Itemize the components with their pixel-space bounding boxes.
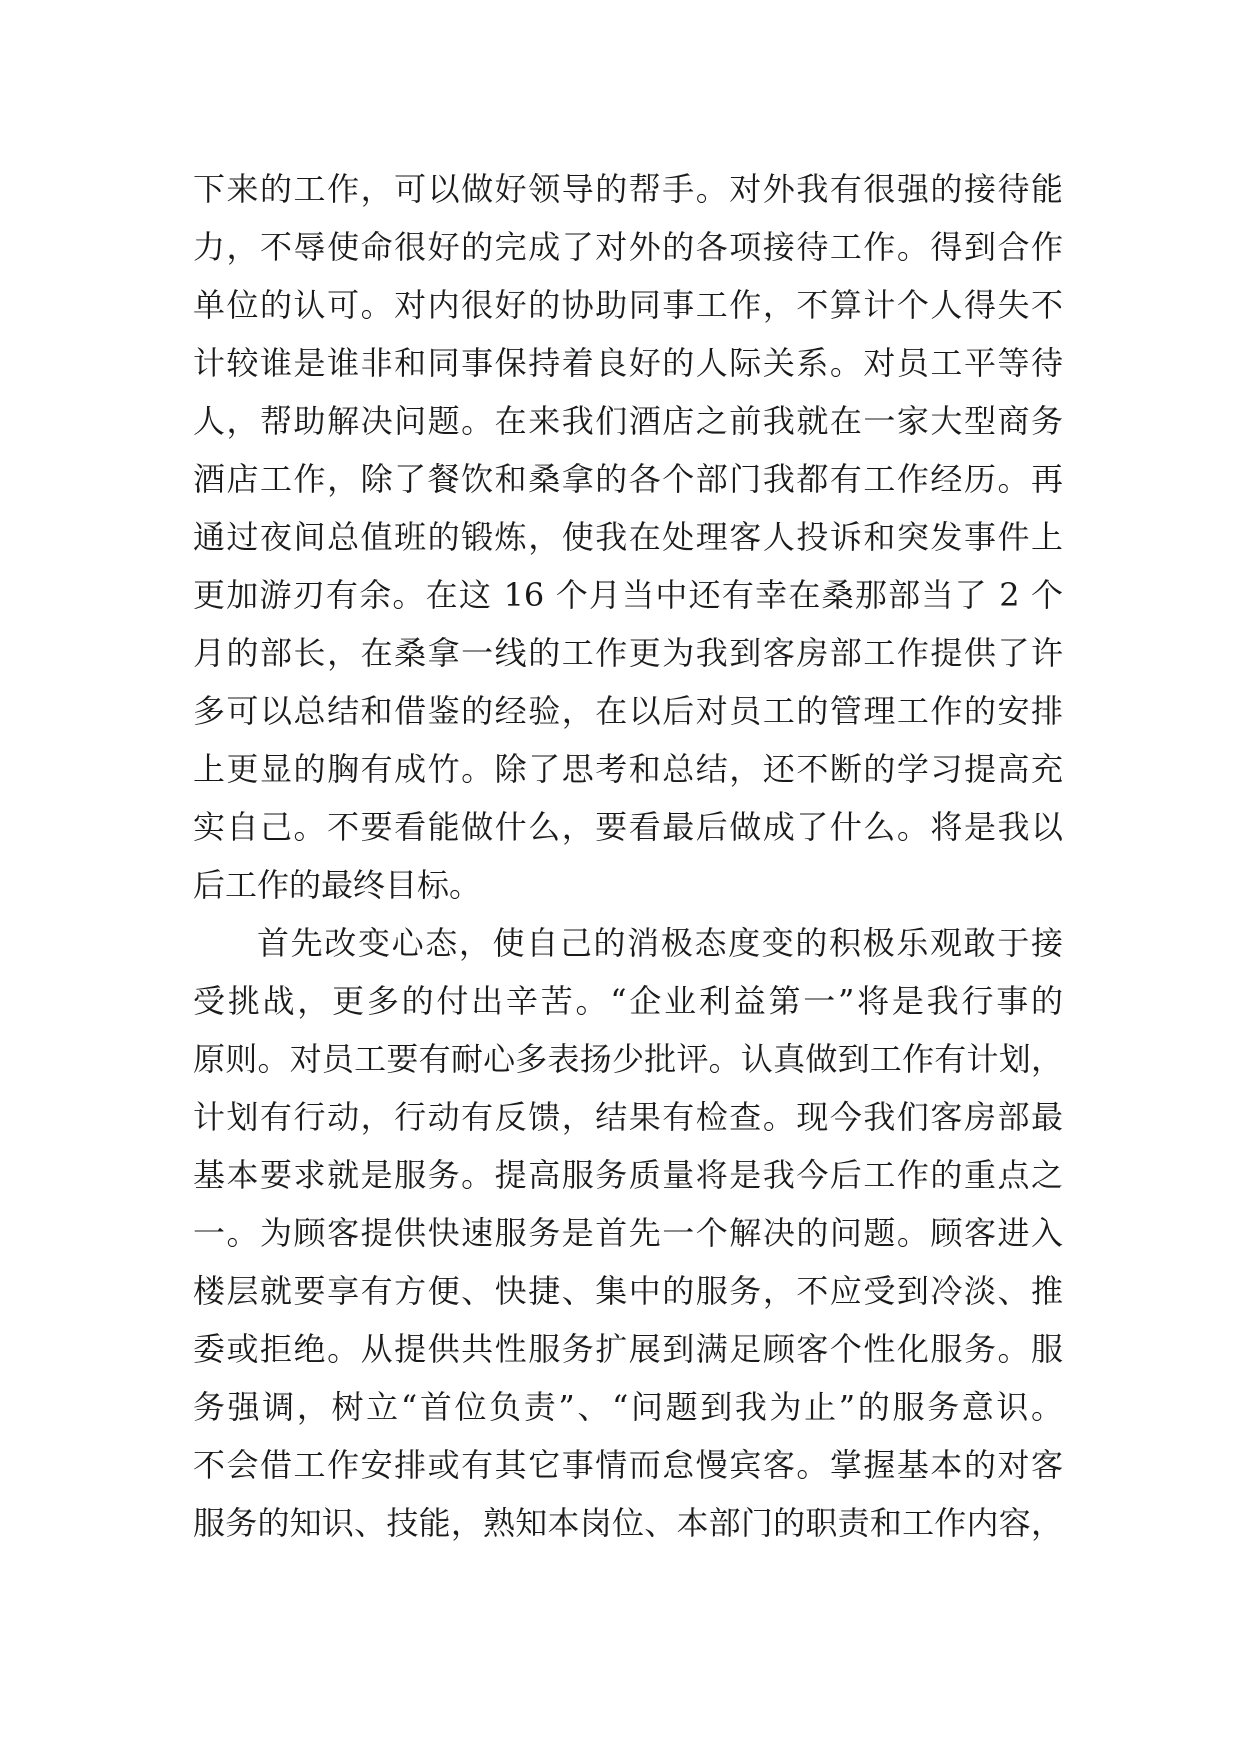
- text-line: 通过夜间总值班的锻炼，使我在处理客人投诉和突发事件上: [193, 518, 1063, 556]
- text-line: 力，不辱使命很好的完成了对外的各项接待工作。得到合作: [193, 228, 1063, 266]
- text-line: 月的部长，在桑拿一线的工作更为我到客房部工作提供了许: [193, 634, 1063, 672]
- body-text: [193, 160, 1063, 1552]
- text-line: 下来的工作，可以做好领导的帮手。对外我有很强的接待能: [193, 170, 1063, 208]
- paragraph-first-line: 首先改变心态，使自己的消极态度变的积极乐观敢于接: [257, 924, 1063, 962]
- text-line: 计较谁是谁非和同事保持着良好的人际关系。对员工平等待: [193, 344, 1063, 382]
- text-line: 务强调，树立“首位负责”、“问题到我为止”的服务意识。: [193, 1388, 1063, 1426]
- text-line: 计划有行动，行动有反馈，结果有检查。现今我们客房部最: [193, 1098, 1063, 1136]
- text-line: 不会借工作安排或有其它事情而怠慢宾客。掌握基本的对客: [193, 1446, 1063, 1484]
- text-line: 基本要求就是服务。提高服务质量将是我今后工作的重点之: [193, 1156, 1063, 1194]
- text-line: 楼层就要享有方便、快捷、集中的服务，不应受到冷淡、推: [193, 1272, 1063, 1310]
- paragraph-end-line: 后工作的最终目标。: [193, 866, 482, 904]
- text-line: 多可以总结和借鉴的经验，在以后对员工的管理工作的安排: [193, 692, 1063, 730]
- text-line: 上更显的胸有成竹。除了思考和总结，还不断的学习提高充: [193, 750, 1063, 788]
- text-line: 原则。对员工要有耐心多表扬少批评。认真做到工作有计划，: [193, 1040, 1063, 1078]
- text-line: 更加游刃有余。在这 16 个月当中还有幸在桑那部当了 2 个: [193, 576, 1063, 614]
- text-line: 服务的知识、技能，熟知本岗位、本部门的职责和工作内容，: [193, 1504, 1063, 1542]
- text-line: 单位的认可。对内很好的协助同事工作，不算计个人得失不: [193, 286, 1063, 324]
- text-line: 受挑战，更多的付出辛苦。“企业利益第一”将是我行事的: [193, 982, 1063, 1020]
- text-line: 委或拒绝。从提供共性服务扩展到满足顾客个性化服务。服: [193, 1330, 1063, 1368]
- text-line: 人，帮助解决问题。在来我们酒店之前我就在一家大型商务: [193, 402, 1063, 440]
- text-line: 一。为顾客提供快速服务是首先一个解决的问题。顾客进入: [193, 1214, 1063, 1252]
- text-line: 实自己。不要看能做什么，要看最后做成了什么。将是我以: [193, 808, 1063, 846]
- text-line: 酒店工作，除了餐饮和桑拿的各个部门我都有工作经历。再: [193, 460, 1063, 498]
